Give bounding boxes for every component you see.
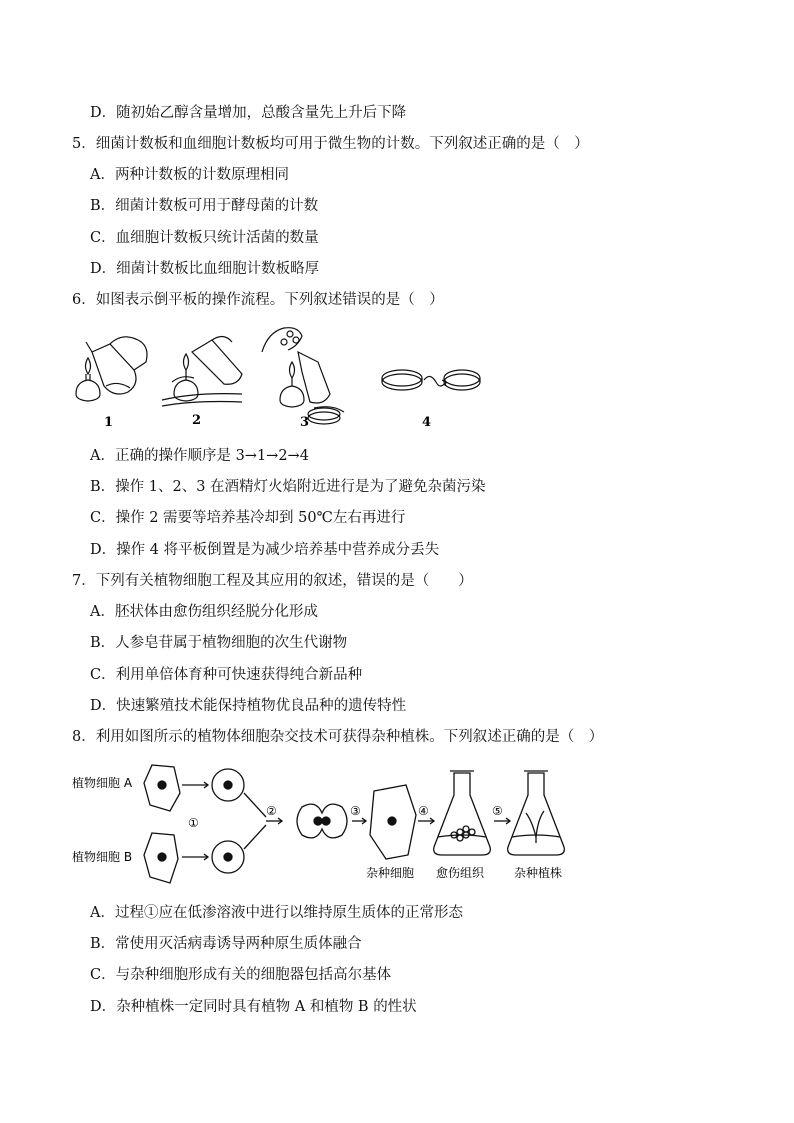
petri-dish-icon [382,370,422,390]
question-7-option-b: B．人参皂苷属于植物细胞的次生代谢物 [90,635,348,651]
question-8-option-d: D．杂种植株一定同时具有植物 A 和植物 B 的性状 [90,999,417,1015]
callus-flask-icon [434,771,491,855]
question-6-stem: 6．如图表示倒平板的操作流程。下列叙述错误的是（ ） [72,292,444,308]
flip-arrow-icon [424,376,446,386]
question-4-option-d: D．随初始乙醇含量增加，总酸含量先上升后下降 [90,105,407,121]
step-5-label: ⑤ [492,804,503,818]
question-8-option-b: B．常使用灭活病毒诱导两种原生质体融合 [90,936,362,952]
question-7-stem: 7．下列有关植物细胞工程及其应用的叙述，错误的是（ ） [72,573,473,589]
question-5-stem: 5．细菌计数板和血细胞计数板均可用于微生物的计数。下列叙述正确的是（ ） [72,136,589,152]
fused-protoplast-icon [297,804,347,838]
question-8-stem: 8．利用如图所示的植物体细胞杂交技术可获得杂种植株。下列叙述正确的是（ ） [72,729,604,745]
alcohol-lamp-icon [280,362,304,407]
step-label-3: 3 [300,415,310,430]
hand-with-plug-icon [262,328,302,352]
step-label-4: 4 [422,415,432,430]
step-3-label: ③ [350,804,361,818]
question-6-option-a: A．正确的操作顺序是 3→1→2→4 [90,448,309,464]
flask-icon [298,352,344,424]
question-7-option-c: C．利用单倍体育种可快速获得纯合新品种 [90,667,363,683]
question-5-option-b: B．细菌计数板可用于酵母菌的计数 [90,198,319,214]
protoplast-fusion-figure [70,755,580,890]
hybrid-cell-label: 杂种细胞 [366,866,415,880]
step-1-label: ① [188,816,199,830]
step-2-label: ② [266,804,277,818]
cell-b-label: 植物细胞 B [72,850,133,864]
hybrid-plant-label: 杂种植株 [514,866,563,880]
alcohol-lamp-icon [174,354,198,401]
petri-dish-icon [444,370,480,390]
question-6-option-d: D．操作 4 将平板倒置是为减少培养基中营养成分丢失 [90,542,440,558]
question-5-option-a: A．两种计数板的计数原理相同 [90,167,289,183]
question-5-option-c: C．血细胞计数板只统计活菌的数量 [90,230,319,246]
question-8-option-c: C．与杂种细胞形成有关的细胞器包括高尔基体 [90,967,392,983]
question-5-option-d: D．细菌计数板比血细胞计数板略厚 [90,261,320,277]
pour-plate-figure [62,322,482,432]
question-6-option-c: C．操作 2 需要等培养基冷却到 50℃左右再进行 [90,510,406,526]
question-7-option-a: A．胚状体由愈伤组织经脱分化形成 [90,604,318,620]
step-4-label: ④ [418,804,429,818]
question-8-option-a: A．过程①应在低渗溶液中进行以维持原生质体的正常形态 [90,905,463,921]
callus-label: 愈伤组织 [436,866,485,880]
question-6-option-b: B．操作 1、2、3 在酒精灯火焰附近进行是为了避免杂菌污染 [90,479,486,495]
cell-a-label: 植物细胞 A [72,776,133,790]
step-label-1: 1 [104,415,114,430]
flask-icon [86,337,147,394]
step-label-2: 2 [192,413,202,428]
question-7-option-d: D．快速繁殖技术能保持植物优良品种的遗传特性 [90,698,407,714]
hybrid-plant-flask-icon [508,771,565,855]
